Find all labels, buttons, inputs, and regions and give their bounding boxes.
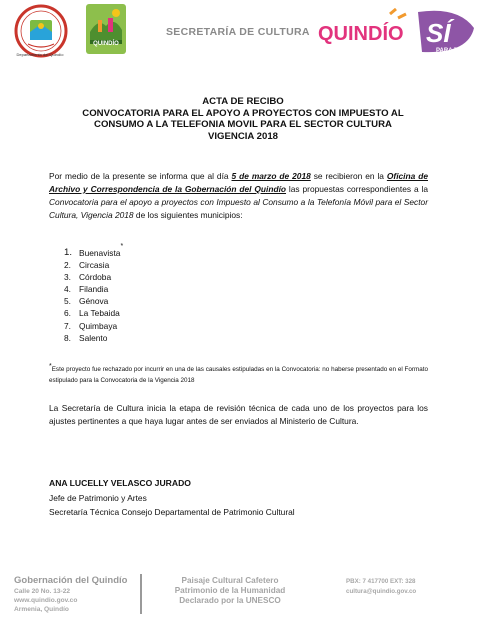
footnote-marker: * bbox=[120, 243, 124, 250]
list-item: 2. Circasia bbox=[64, 260, 110, 271]
footer-paisaje-block bbox=[150, 576, 310, 606]
reception-date: 5 de marzo de 2018 bbox=[231, 171, 311, 181]
list-item: 7. Quimbaya bbox=[64, 320, 118, 331]
intro-text-2: se recibieron en la bbox=[310, 171, 387, 181]
footer-email: cultura@quindio.gov.co bbox=[346, 588, 417, 595]
list-item: 3. Córdoba bbox=[64, 272, 112, 283]
municipio-name: Filandia bbox=[79, 284, 109, 295]
footer-contact bbox=[346, 577, 416, 597]
title-line-1: ACTA DE RECIBO bbox=[202, 96, 284, 107]
brand-tagline: PARA TI bbox=[436, 48, 460, 54]
list-item: 5. Génova bbox=[64, 296, 109, 307]
intro-text-3: las propuestas correspondientes a la bbox=[286, 184, 428, 194]
signatory-department: Secretaría Técnica Consejo Departamental de Patrimonio Cultural bbox=[49, 507, 295, 517]
list-item: 4. Filandia bbox=[64, 284, 109, 295]
title-line-4: VIGENCIA 2018 bbox=[207, 130, 279, 142]
intro-paragraph bbox=[49, 170, 428, 222]
footer-address: Calle 20 No. 13-22 bbox=[14, 588, 71, 595]
footer-website: www.quindio.gov.co bbox=[14, 597, 78, 604]
footer-phone: PBX: 7 417700 EXT: 328 bbox=[346, 578, 416, 585]
document-title bbox=[44, 96, 442, 142]
footnote-text: Este proyecto fue rechazado por incurrir en una de las causales estipuladas en la Convocatoria: no haberse presentado en el Formato estipulado para la Convocatoria de la Vigencia 2018 bbox=[49, 366, 428, 384]
list-item: 6. La Tebaida bbox=[64, 308, 120, 319]
footer-gobernacion: Gobernación del Quindío bbox=[14, 575, 128, 586]
secretaria-title: SECRETARÍA DE CULTURA bbox=[166, 26, 310, 38]
list-item: 8. Salento bbox=[64, 332, 108, 343]
municipio-name: Buenavista bbox=[79, 248, 121, 258]
municipio-name: Quimbaya bbox=[79, 320, 118, 331]
closing-paragraph: La Secretaría de Cultura inicia la etapa de revisión técnica de cada uno de los proyectos para los ajustes pertinentes a que haya lugar antes de ser enviados al Ministerio de Cultura. bbox=[49, 403, 428, 426]
footer-paisaje-line-3: Declarado por la UNESCO bbox=[179, 596, 281, 605]
municipio-name: La Tebaida bbox=[79, 308, 120, 319]
convocatoria-name: Convocatoria para el apoyo a proyectos con Impuesto al Consumo a la Telefonía Móvil para el Sector Cultura, Vigencia 2018 bbox=[49, 197, 428, 220]
brand-word: QUINDÍO bbox=[318, 23, 404, 45]
title-line-2: CONVOCATORIA PARA EL APOYO A PROYECTOS CON IMPUESTO AL bbox=[82, 107, 404, 119]
quindio-logo-word: QUINDÍO bbox=[93, 41, 119, 47]
footer-paisaje-line-1: Paisaje Cultural Cafetero bbox=[181, 576, 279, 585]
footer-divider bbox=[140, 574, 142, 614]
municipio-name: Circasia bbox=[79, 260, 110, 271]
title-line-3: CONSUMO A LA TELEFONIA MOVIL PARA EL SECTOR CULTURA bbox=[94, 119, 392, 130]
brand-si: SÍ bbox=[426, 18, 451, 48]
municipalities-list bbox=[64, 243, 124, 344]
office-name: Oficina de Archivo y Correspondencia de la Gobernación del Quindío bbox=[49, 171, 428, 194]
seal-caption: Departamento del Quindío bbox=[16, 52, 64, 57]
footer-city: Armenia, Quindío bbox=[14, 606, 69, 613]
footer-paisaje-line-2: Patrimonio de la Humanidad bbox=[174, 586, 286, 595]
intro-text-4: de los siguientes municipios: bbox=[133, 210, 243, 220]
footnote bbox=[49, 364, 428, 386]
municipio-name: Salento bbox=[79, 332, 108, 343]
list-item: 1. Buenavista * bbox=[64, 243, 124, 258]
quindio-si-brand-logo bbox=[318, 8, 478, 58]
municipio-name: Córdoba bbox=[79, 272, 112, 283]
signatory-name: ANA LUCELLY VELASCO JURADO bbox=[49, 478, 191, 488]
footnote-marker: * bbox=[49, 362, 52, 370]
signatory-role: Jefe de Patrimonio y Artes bbox=[49, 493, 147, 503]
intro-text-1: Por medio de la presente se informa que al día bbox=[49, 171, 232, 181]
municipio-name: Génova bbox=[79, 296, 109, 307]
